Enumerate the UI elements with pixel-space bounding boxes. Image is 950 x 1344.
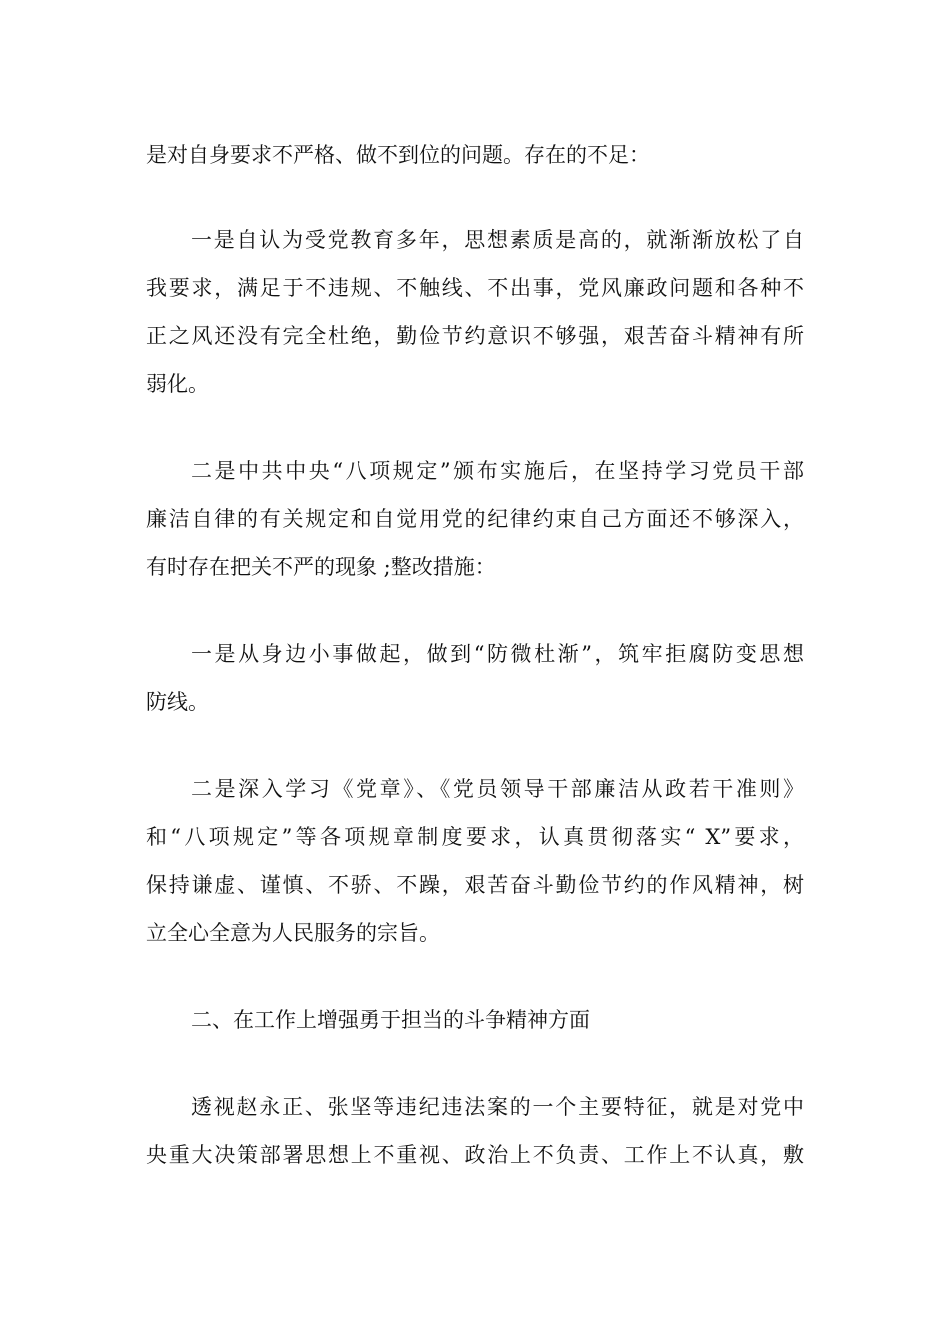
text-line: 保持谦虚、谨慎、不骄、不躁，艰苦奋斗勤俭节约的作风精神，树 — [146, 873, 804, 897]
text-line: 防线。 — [146, 690, 209, 714]
text-line: 一是从身边小事做起，做到“防微杜渐”，筑牢拒腐防变思想 — [191, 642, 804, 666]
section-heading-text: 二、在工作上增强勇于担当的斗争精神方面 — [191, 1008, 590, 1032]
text-line: 透视赵永正、张坚等违纪违法案的一个主要特征，就是对党中 — [191, 1095, 804, 1119]
text-line: 一是自认为受党教育多年，思想素质是高的，就渐渐放松了自 — [191, 228, 804, 252]
text-line: 有时存在把关不严的现象 ;整改措施： — [146, 555, 496, 579]
text-line: 我要求，满足于不违规、不触线、不出事，党风廉政问题和各种不 — [146, 276, 804, 300]
text-line: 二是中共中央“八项规定”颁布实施后，在坚持学习党员干部 — [191, 459, 804, 483]
text-line: 是对自身要求不严格、做不到位的问题。存在的不足： — [146, 143, 650, 167]
text-line: 二是深入学习《党章》、《党员领导干部廉洁从政若干准则》 — [191, 777, 804, 801]
text-line: 和“八项规定”等各项规章制度要求，认真贯彻落实“ X”要求， — [146, 825, 804, 849]
text-line: 廉洁自律的有关规定和自觉用党的纪律约束自己方面还不够深入， — [146, 507, 804, 531]
text-line: 弱化。 — [146, 372, 209, 396]
text-line: 央重大决策部署思想上不重视、政治上不负责、工作上不认真，敷 — [146, 1143, 804, 1167]
text-line: 正之风还没有完全杜绝，勤俭节约意识不够强，艰苦奋斗精神有所 — [146, 324, 804, 348]
text-line: 立全心全意为人民服务的宗旨。 — [146, 921, 440, 945]
